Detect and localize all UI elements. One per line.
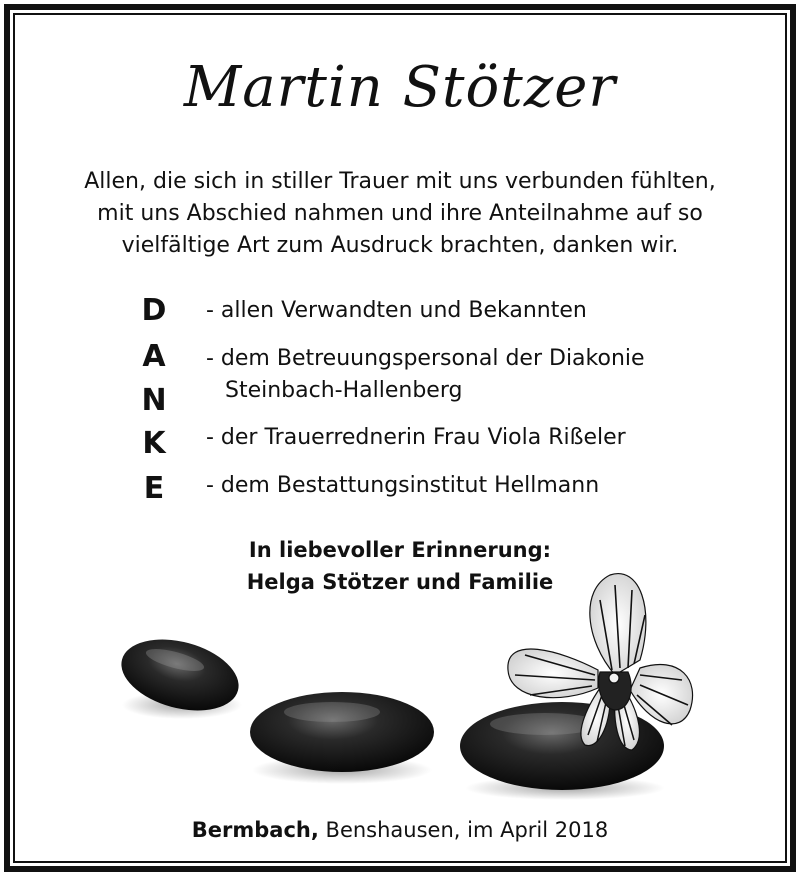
black-stones [114, 628, 665, 800]
memory-line: In liebevoller Erinnerung: [248, 538, 552, 562]
footer-date: Benshausen, im April 2018 [318, 818, 609, 842]
danke-letter-e: E [143, 471, 165, 506]
danke-letter-d: D [141, 293, 167, 328]
thanks-item [206, 295, 766, 327]
thanks-item [206, 422, 766, 454]
danke-letter-a: A [142, 339, 166, 374]
thanks-item-text: - dem Betreuungspersonal der Diakonie [206, 346, 645, 371]
intro-text [30, 166, 770, 262]
thanks-item-text: - allen Verwandten und Bekannten [206, 298, 587, 323]
danke-letter-k: K [142, 426, 166, 461]
footer-place: Bermbach, [191, 818, 319, 842]
intro-line: mit uns Abschied nahmen und ihre Anteilnahme auf so [97, 201, 703, 226]
thanks-item [206, 343, 766, 407]
signature-block [0, 534, 800, 598]
deceased-name: Martin Stötzer [183, 55, 617, 120]
footer-place-date [0, 814, 800, 846]
thanks-item-text: - dem Bestattungsinstitut Hellmann [206, 473, 600, 498]
danke-letter-n: N [141, 383, 167, 418]
family-name: Helga Stötzer und Familie [246, 570, 554, 594]
intro-line: Allen, die sich in stiller Trauer mit uns verbunden fühlten, [84, 169, 716, 194]
thanks-item [206, 470, 766, 502]
thanks-item-continuation: Steinbach-Hallenberg [225, 378, 463, 403]
thanks-item-text: - der Trauerrednerin Frau Viola Rißeler [206, 425, 626, 450]
intro-line: vielfältige Art zum Ausdruck brachten, danken wir. [121, 233, 679, 258]
